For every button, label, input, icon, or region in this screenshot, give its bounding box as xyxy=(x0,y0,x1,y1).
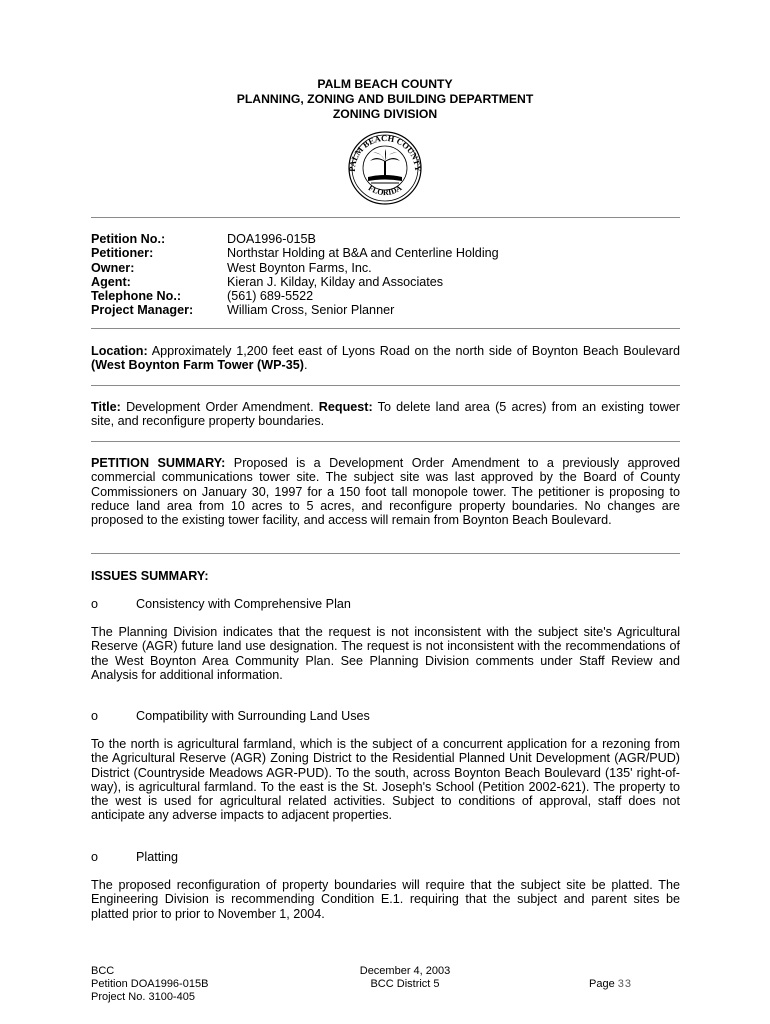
field-project-manager: Project Manager: William Cross, Senior Planner xyxy=(91,303,395,318)
bullet-mark: o xyxy=(91,597,99,611)
issue-text-compatibility: To the north is agricultural farmland, which is the subject of a concurrent application for a rezoning from the Agricultural Reserve (AGR) Zoning District to the Residential Planned Unit Development (AGR/PUD) District (Countryside Meadows AGR-PUD). To the south, across Boynton Beach Boulevard (135' right-of-way), is agricultural farmland. To the east is the St. Joseph's School (Petition 2002-621). The property to the west is used for agricultural related activities. Subject to conditions of approval, staff does not anticipate any adverse impacts to adjacent properties. xyxy=(91,737,680,823)
header-department: PLANNING, ZONING AND BUILDING DEPARTMENT xyxy=(236,92,534,106)
bullet-mark: o xyxy=(91,709,99,723)
issue-text-platting: The proposed reconfiguration of property boundaries will require that the subject site be platted. The Engineering Division is recommending Condition E.1. requiring that the subject and parent sites be platted prior to prior to November 1, 2004. xyxy=(91,878,680,921)
divider xyxy=(91,441,680,442)
field-petition-no: Petition No.: DOA1996-015B xyxy=(91,232,316,246)
location-paragraph: Location: Approximately 1,200 feet east of Lyons Road on the north side of Boynton Beach Boulevard (West Boynton Farm Tower (WP-35). xyxy=(91,344,680,373)
petition-summary-paragraph: PETITION SUMMARY: Proposed is a Development Order Amendment to a previously approved commercial communications tower site. The subject site was last approved by the Board of County Commissioners on January 30, 1997 for a 150 foot tall monopole tower. The petitioner is proposing to reduce land area from 10 acres to 5 acres, and reconfigure property boundaries. No changes are proposed to the existing tower facility, and access will remain from Boynton Beach Boulevard. xyxy=(91,456,680,528)
issue-item-platting: o Platting xyxy=(91,850,179,864)
issues-summary-heading: ISSUES SUMMARY: xyxy=(91,569,209,583)
svg-text:PALM BEACH COUNTY: PALM BEACH COUNTY xyxy=(346,132,424,173)
field-telephone: Telephone No.: (561) 689-5522 xyxy=(91,289,314,304)
divider xyxy=(91,217,680,218)
svg-text:FLORIDA: FLORIDA xyxy=(366,183,404,198)
divider xyxy=(91,328,680,329)
header-county: PALM BEACH COUNTY xyxy=(317,77,453,91)
field-agent: Agent: Kieran J. Kilday, Kilday and Associates xyxy=(91,274,444,289)
petition-fields xyxy=(91,232,499,318)
issue-item-consistency: o Consistency with Comprehensive Plan xyxy=(91,597,351,611)
bullet-mark: o xyxy=(91,850,99,864)
header-division: ZONING DIVISION xyxy=(332,107,438,121)
divider xyxy=(91,553,680,554)
field-petitioner: Petitioner: Northstar Holding at B&A and Centerline Holding xyxy=(91,246,499,261)
footer-center: December 4, 2003 BCC District 5 xyxy=(359,965,451,990)
document-header xyxy=(0,77,770,122)
field-owner: Owner: West Boynton Farms, Inc. xyxy=(91,260,372,275)
issue-text-consistency: The Planning Division indicates that the request is not inconsistent with the subject site's Agricultural Reserve (AGR) future land use designation. The request is not inconsistent with the recommendations of the West Boynton Area Community Plan. See Planning Division comments under Staff Review and Analysis for additional information. xyxy=(91,625,680,682)
divider xyxy=(91,385,680,386)
page-number: Page 33 xyxy=(589,978,633,990)
title-paragraph: Title: Development Order Amendment. Request: To delete land area (5 acres) from an existing tower site, and reconfigure property boundaries. xyxy=(91,400,680,429)
footer-left: BCC Petition DOA1996-015B Project No. 3100-405 xyxy=(91,965,209,1003)
issue-item-compatibility: o Compatibility with Surrounding Land Uses xyxy=(91,709,370,723)
county-seal-logo xyxy=(338,131,432,205)
